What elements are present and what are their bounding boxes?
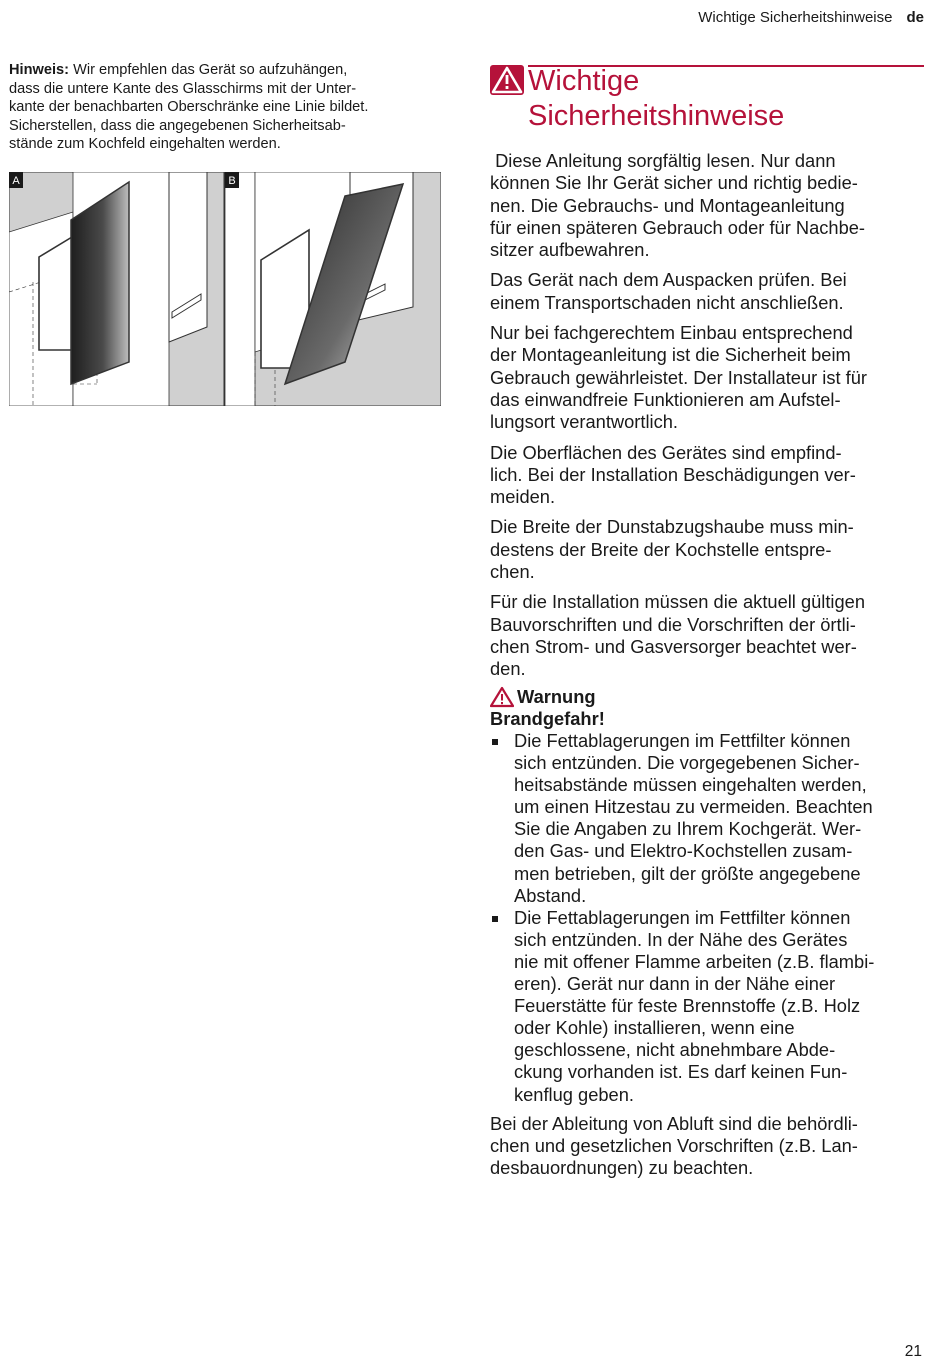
bullet-line: sich entzünden. Die vorgegebenen Sicher- xyxy=(514,752,860,774)
bullet-line: Die Fettablagerungen im Fettfilter können xyxy=(514,730,851,751)
paragraph-line: destens der Breite der Kochstelle entspre- xyxy=(490,538,832,560)
header-section-title: Wichtige Sicherheitshinweise xyxy=(698,9,893,26)
title-line: Wichtige xyxy=(528,65,640,97)
bullet-line: eren). Gerät nur dann in der Nähe einer xyxy=(514,973,836,995)
bullet-line: geschlossene, nicht abnehmbare Abde- xyxy=(514,1039,836,1061)
safety-paragraphs xyxy=(490,150,930,689)
paragraph-line: nen. Die Gebrauchs- und Montageanleitung xyxy=(490,194,845,216)
bullet-line: sich entzünden. In der Nähe des Gerätes xyxy=(514,928,848,950)
paragraph-line: den. xyxy=(490,658,526,680)
bullet-line: kenflug geben. xyxy=(514,1083,634,1105)
paragraph xyxy=(490,322,930,433)
bullet-line: heitsabstände müssen eingehalten werden, xyxy=(514,774,867,796)
bullet-line: Feuerstätte für feste Brennstoffe (z.B. Holz xyxy=(514,995,861,1017)
paragraph-line: chen und gesetzlichen Vorschriften (z.B. Lan- xyxy=(490,1134,858,1156)
paragraph-line: sitzer aufbewahren. xyxy=(490,239,650,261)
bullet-icon xyxy=(492,739,498,745)
illustration-panel-b xyxy=(225,172,441,406)
warning-bullet-list xyxy=(490,730,930,1106)
bullet-line: nie mit offener Flamme arbeiten (z.B. flambi- xyxy=(514,950,875,972)
warning-subheading: Brandgefahr! xyxy=(490,708,605,729)
note-line: kante der benachbarten Oberschränke eine Linie bildet. xyxy=(9,99,369,116)
paragraph-line: Gebrauch gewährleistet. Der Installateur ist für xyxy=(490,366,867,388)
paragraph-line: für einen späteren Gebrauch oder für Nachbe- xyxy=(490,216,865,238)
paragraph-line: Bauvorschriften und die Vorschriften der örtli- xyxy=(490,613,856,635)
paragraph-line: lich. Bei der Installation Beschädigungen ver- xyxy=(490,463,856,485)
paragraph-line: das einwandfreie Funktionieren am Aufstel- xyxy=(490,388,841,410)
bullet-line: Sie die Angaben zu Ihrem Kochgerät. Wer- xyxy=(514,818,862,840)
warning-heading-text: Warnung xyxy=(517,686,596,707)
header-language-code: de xyxy=(906,9,924,26)
bullet-line: oder Kohle) installieren, wenn eine xyxy=(514,1017,795,1039)
page-title xyxy=(528,64,928,134)
warning-triangle-small-icon xyxy=(490,686,514,708)
page-number: 21 xyxy=(904,1343,922,1360)
paragraph-line: chen. xyxy=(490,561,535,583)
fire-warning xyxy=(490,686,930,1187)
note-line: dass die untere Kante des Glasschirms mit der Unter- xyxy=(9,80,357,97)
bullet-line: um einen Hitzestau zu vermeiden. Beachten xyxy=(514,796,873,818)
paragraph-line: einem Transportschaden nicht anschließen. xyxy=(490,291,844,313)
bullet-line: Die Fettablagerungen im Fettfilter können xyxy=(514,906,851,928)
page-header xyxy=(698,9,924,26)
warning-heading xyxy=(490,686,930,708)
paragraph-line: desbauordnungen) zu beachten. xyxy=(490,1157,754,1179)
paragraph-line: Die Oberflächen des Gerätes sind empfind- xyxy=(490,441,842,463)
paragraph xyxy=(490,150,930,261)
paragraph xyxy=(490,591,930,680)
note-line: stände zum Kochfeld eingehalten werden. xyxy=(9,136,281,153)
list-item xyxy=(490,730,930,907)
bullet-line: Abstand. xyxy=(514,884,587,906)
closing-paragraph xyxy=(490,1113,930,1180)
paragraph xyxy=(490,516,930,583)
paragraph xyxy=(490,269,930,314)
paragraph-line: Die Breite der Dunstabzugshaube muss min- xyxy=(490,516,854,538)
mounting-illustration xyxy=(9,172,441,406)
bullet-line: den Gas- und Elektro-Kochstellen zusam- xyxy=(514,840,853,862)
illustration-panel-a xyxy=(9,172,224,406)
bullet-line: men betrieben, gilt der größte angegebene xyxy=(514,862,861,884)
paragraph-line: Das Gerät nach dem Auspacken prüfen. Bei xyxy=(490,269,847,291)
paragraph-line: Für die Installation müssen die aktuell gültigen xyxy=(490,591,865,613)
bullet-icon xyxy=(492,916,498,922)
title-line: Sicherheitshinweise xyxy=(528,100,785,132)
paragraph xyxy=(490,442,930,509)
bullet-line: ckung vorhanden ist. Es darf keinen Fun- xyxy=(514,1061,848,1083)
paragraph-line: meiden. xyxy=(490,486,556,508)
paragraph-line: Diese Anleitung sorgfältig lesen. Nur dann xyxy=(490,150,836,171)
panel-label-b: B xyxy=(228,175,236,187)
paragraph-line: Bei der Ableitung von Abluft sind die behördli- xyxy=(490,1112,858,1134)
note-line: Sicherstellen, dass die angegebenen Sicherheitsab- xyxy=(9,117,346,134)
panel-label-a: A xyxy=(12,175,20,187)
mounting-note xyxy=(9,61,419,154)
paragraph-line: können Sie Ihr Gerät sicher und richtig bedie- xyxy=(490,172,858,194)
paragraph-line: Nur bei fachgerechtem Einbau entsprechend xyxy=(490,322,853,344)
paragraph-line: der Montageanleitung ist die Sicherheit beim xyxy=(490,344,851,366)
paragraph-line: lungsort verantwortlich. xyxy=(490,411,678,433)
paragraph-line: chen Strom- und Gasversorger beachtet wer- xyxy=(490,635,857,657)
note-label: Hinweis: xyxy=(9,62,70,78)
note-line: Wir empfehlen das Gerät so aufzuhängen, xyxy=(69,62,348,78)
warning-triangle-icon xyxy=(490,64,524,96)
list-item xyxy=(490,907,930,1106)
